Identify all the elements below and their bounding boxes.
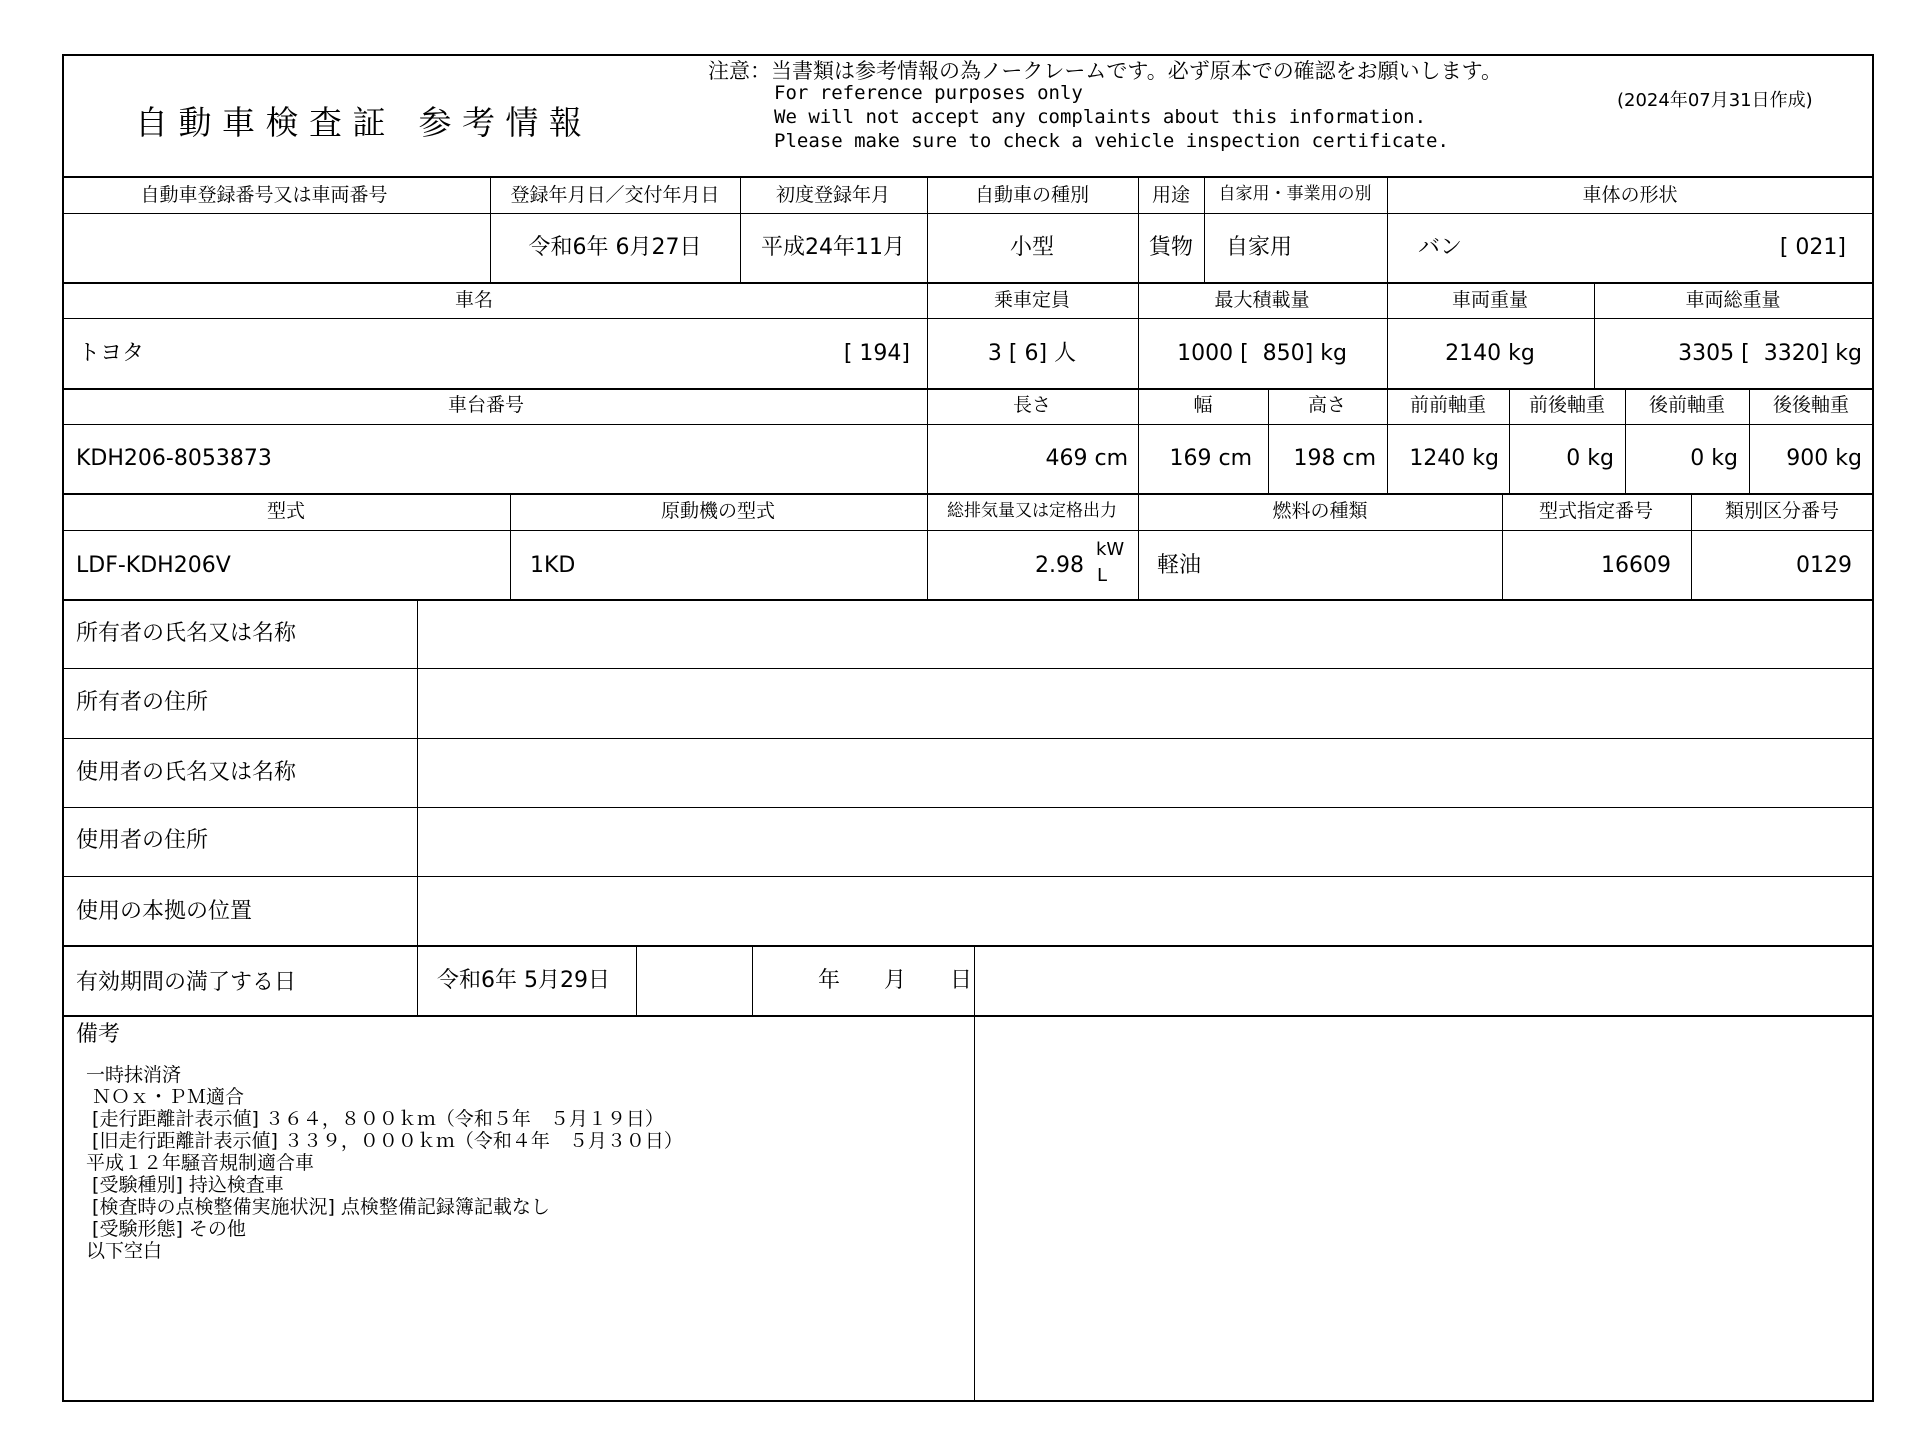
width-header: 幅 <box>1193 394 1213 416</box>
engine-model-value: 1KD <box>530 553 576 578</box>
remarks-list <box>86 1064 683 1262</box>
chassis-value: KDH206-8053873 <box>76 446 272 471</box>
first-reg-value: 平成24年11月 <box>761 235 905 260</box>
notice-english-1: For reference purposes only <box>774 82 1083 104</box>
model-value: LDF-KDH206V <box>76 553 231 578</box>
notice-english-2: We will not accept any complaints about this information. <box>774 106 1427 128</box>
displacement-value: 2.98 <box>1035 553 1084 578</box>
remark-line: ＮＯｘ・ＰＭ適合 <box>86 1086 245 1108</box>
expiry-label: 有効期間の満了する日 <box>76 970 297 995</box>
frame-bottom <box>62 1400 1874 1402</box>
reg-number-header: 自動車登録番号又は車両番号 <box>140 184 388 206</box>
front-rear-axle-header: 前後軸重 <box>1528 394 1606 416</box>
owner-address-label: 所有者の住所 <box>76 690 209 715</box>
remark-line: [旧走行距離計表示値] ３３９，０００ｋｍ（令和４年 ５月３０日） <box>86 1130 683 1152</box>
remark-line: 一時抹消済 <box>86 1064 182 1086</box>
front-front-axle-header: 前前軸重 <box>1409 394 1487 416</box>
body-shape-header: 車体の形状 <box>1582 184 1678 206</box>
car-name-header: 車名 <box>454 289 494 311</box>
use-value: 貨物 <box>1148 235 1194 260</box>
vehicle-weight-value: 2140 kg <box>1445 341 1535 366</box>
remark-line: 平成１２年騒音規制適合車 <box>86 1152 315 1174</box>
displacement-header: 総排気量又は定格出力 <box>947 501 1117 521</box>
body-shape-value: バン <box>1418 235 1463 260</box>
width-value: 169 cm <box>1169 446 1252 471</box>
private-business-header: 自家用・事業用の別 <box>1218 184 1372 204</box>
category-number-value: 0129 <box>1796 553 1852 578</box>
remarks-label: 備考 <box>76 1022 121 1047</box>
gross-weight-value: 3305 [ 3320] kg <box>1678 341 1862 366</box>
frame-right <box>1872 54 1874 1402</box>
base-location-label: 使用の本拠の位置 <box>76 899 253 924</box>
remark-line: [受験形態] その他 <box>86 1218 246 1240</box>
type-designation-header: 型式指定番号 <box>1538 500 1654 522</box>
model-header: 型式 <box>266 500 306 522</box>
body-shape-code: [ 021] <box>1779 235 1846 260</box>
expiry-date-value: 令和6年 5月29日 <box>437 968 610 993</box>
category-number-header: 類別区分番号 <box>1724 500 1840 522</box>
fuel-type-value: 軽油 <box>1157 553 1202 578</box>
engine-model-header: 原動機の型式 <box>660 500 776 522</box>
car-name-value: トヨタ <box>78 341 145 366</box>
length-value: 469 cm <box>1045 446 1128 471</box>
gross-weight-header: 車両総重量 <box>1685 289 1781 311</box>
fuel-type-header: 燃料の種類 <box>1272 500 1368 522</box>
frame-left <box>62 54 64 1402</box>
height-value: 198 cm <box>1293 446 1376 471</box>
reg-date-value: 令和6年 6月27日 <box>528 235 702 260</box>
reg-date-header: 登録年月日／交付年月日 <box>510 184 720 206</box>
rear-rear-axle-value: 900 kg <box>1786 446 1862 471</box>
private-business-value: 自家用 <box>1226 235 1293 260</box>
capacity-header: 乗車定員 <box>993 289 1071 311</box>
unit-kw: kW <box>1096 539 1125 560</box>
height-header: 高さ <box>1307 394 1347 416</box>
remark-line: [検査時の点検整備実施状況] 点検整備記録簿記載なし <box>86 1196 550 1218</box>
notice-japanese: 注意：当書類は参考情報の為ノークレームです。必ず原本での確認をお願いします。 <box>708 59 1503 83</box>
rear-front-axle-header: 後前軸重 <box>1648 394 1726 416</box>
car-name-code: [ 194] <box>843 341 910 366</box>
frame-top <box>62 54 1874 56</box>
user-name-label: 使用者の氏名又は名称 <box>76 760 297 785</box>
first-reg-header: 初度登録年月 <box>775 184 891 206</box>
remark-line: [走行距離計表示値] ３６４，８００ｋｍ（令和５年 ５月１９日） <box>86 1108 664 1130</box>
front-rear-axle-value: 0 kg <box>1566 446 1614 471</box>
capacity-value: 3 [ 6] 人 <box>987 341 1077 366</box>
type-designation-value: 16609 <box>1601 553 1671 578</box>
blank-date: 年 月 日 <box>817 968 973 993</box>
notice-english-3: Please make sure to check a vehicle inspection certificate. <box>774 130 1449 152</box>
page-title: 自 動 車 検 査 証 参 考 情 報 <box>135 103 582 142</box>
max-load-value: 1000 [ 850] kg <box>1177 341 1347 366</box>
unit-l: L <box>1097 565 1108 586</box>
vehicle-weight-header: 車両重量 <box>1451 289 1529 311</box>
length-header: 長さ <box>1012 394 1052 416</box>
kind-value: 小型 <box>1009 235 1055 260</box>
creation-date: (2024年07月31日作成) <box>1617 90 1813 111</box>
max-load-header: 最大積載量 <box>1214 289 1310 311</box>
remark-line: [受験種別] 持込検査車 <box>86 1174 284 1196</box>
remark-line: 以下空白 <box>86 1240 163 1262</box>
rear-front-axle-value: 0 kg <box>1690 446 1738 471</box>
owner-name-label: 所有者の氏名又は名称 <box>76 621 297 646</box>
front-front-axle-value: 1240 kg <box>1409 446 1499 471</box>
rear-rear-axle-header: 後後軸重 <box>1772 394 1850 416</box>
user-address-label: 使用者の住所 <box>76 828 209 853</box>
use-header: 用途 <box>1151 184 1191 206</box>
chassis-header: 車台番号 <box>447 394 525 416</box>
kind-header: 自動車の種別 <box>974 184 1090 206</box>
